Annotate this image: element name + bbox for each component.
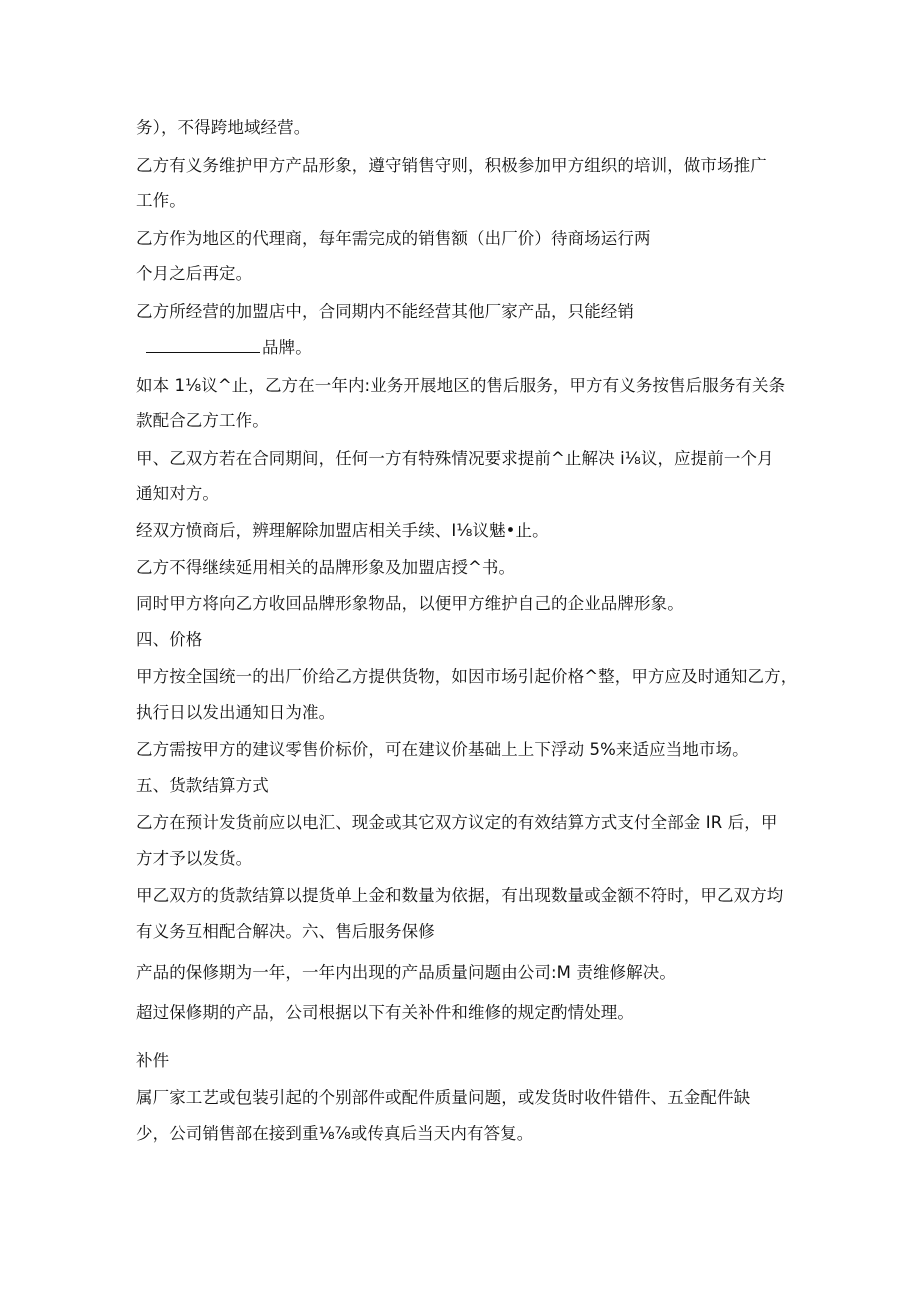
text-line: 同时甲方将向乙方收回品牌形象物品，以便甲方维护自己的企业品牌形象。 bbox=[136, 594, 684, 613]
text-line: 乙方有义务维护甲方产品形象，遵守销售守则，积极参加甲方组织的培训，做市场推广 bbox=[136, 156, 767, 175]
text-line: 乙方需按甲方的建议零售价标价，可在建议价基础上上下浮动 5%来适应当地市场。 bbox=[136, 740, 749, 759]
fill-in-blank bbox=[146, 338, 260, 353]
text-line: 甲乙双方的货款结算以提货单上金和数量为依据，有出现数量或金额不符时，甲乙双方均 bbox=[136, 886, 784, 905]
text-line: 经双方愤商后，辨理解除加盟店相关手续、I⅛议魅•止。 bbox=[136, 521, 549, 540]
text-line: 乙方作为地区的代理商，每年需完成的销售额（出厂价）待商场运行两 bbox=[136, 229, 651, 248]
text-line: 方才予以发货。 bbox=[136, 849, 253, 868]
text-line: 产品的保修期为一年，一年内出现的产品质量问题由公司:M 责维修解决。 bbox=[136, 963, 676, 982]
text-line: 通知对方。 bbox=[136, 484, 219, 503]
text-line: 乙方所经营的加盟店中，合同期内不能经营其他厂家产品，只能经销 bbox=[136, 302, 634, 321]
text-line: 少，公司销售部在接到重⅛⅞或传真后当天内有答复。 bbox=[136, 1124, 534, 1143]
section-heading: 五、货款结算方式 bbox=[136, 776, 269, 795]
text-line: 执行日以发出通知日为准。 bbox=[136, 703, 336, 722]
text-line: 工作。 bbox=[136, 191, 186, 210]
text-line: 甲方按全国统一的出厂价给乙方提供货物，如因市场引起价格^整，甲方应及时通知乙方， bbox=[136, 667, 798, 686]
text-line: 甲、乙双方若在合同期间，任何一方有特殊情况要求提前^止解决 i⅛议，应提前一个月 bbox=[136, 449, 774, 468]
text-line: 品牌。 bbox=[262, 338, 312, 357]
text-line: 个月之后再定。 bbox=[136, 264, 253, 283]
text-line: 乙方在预计发货前应以电汇、现金或其它双方议定的有效结算方式支付全部金 IR 后，甲 bbox=[136, 813, 778, 832]
text-line: 乙方不得继续延用相关的品牌形象及加盟店授^书。 bbox=[136, 558, 516, 577]
text-line: 款配合乙方工作。 bbox=[136, 411, 269, 430]
section-heading: 补件 bbox=[136, 1051, 170, 1070]
text-line: 如本 1⅛议^止，乙方在一年内:业务开展地区的售后服务，甲方有义务按售后服务有关条 bbox=[136, 376, 786, 395]
text-line: 属厂家工艺或包装引起的个别部件或配件质量问题，或发货时收件错件、五金配件缺 bbox=[136, 1088, 751, 1107]
section-heading: 四、价格 bbox=[136, 630, 203, 649]
text-line: 超过保修期的产品，公司根据以下有关补件和维修的规定酌情处理。 bbox=[136, 1003, 634, 1022]
text-line: 有义务互相配合解决。六、售后服务保修 bbox=[136, 922, 435, 941]
brand-blank-line bbox=[146, 338, 312, 358]
text-line: 务），不得跨地域经营。 bbox=[136, 118, 311, 137]
